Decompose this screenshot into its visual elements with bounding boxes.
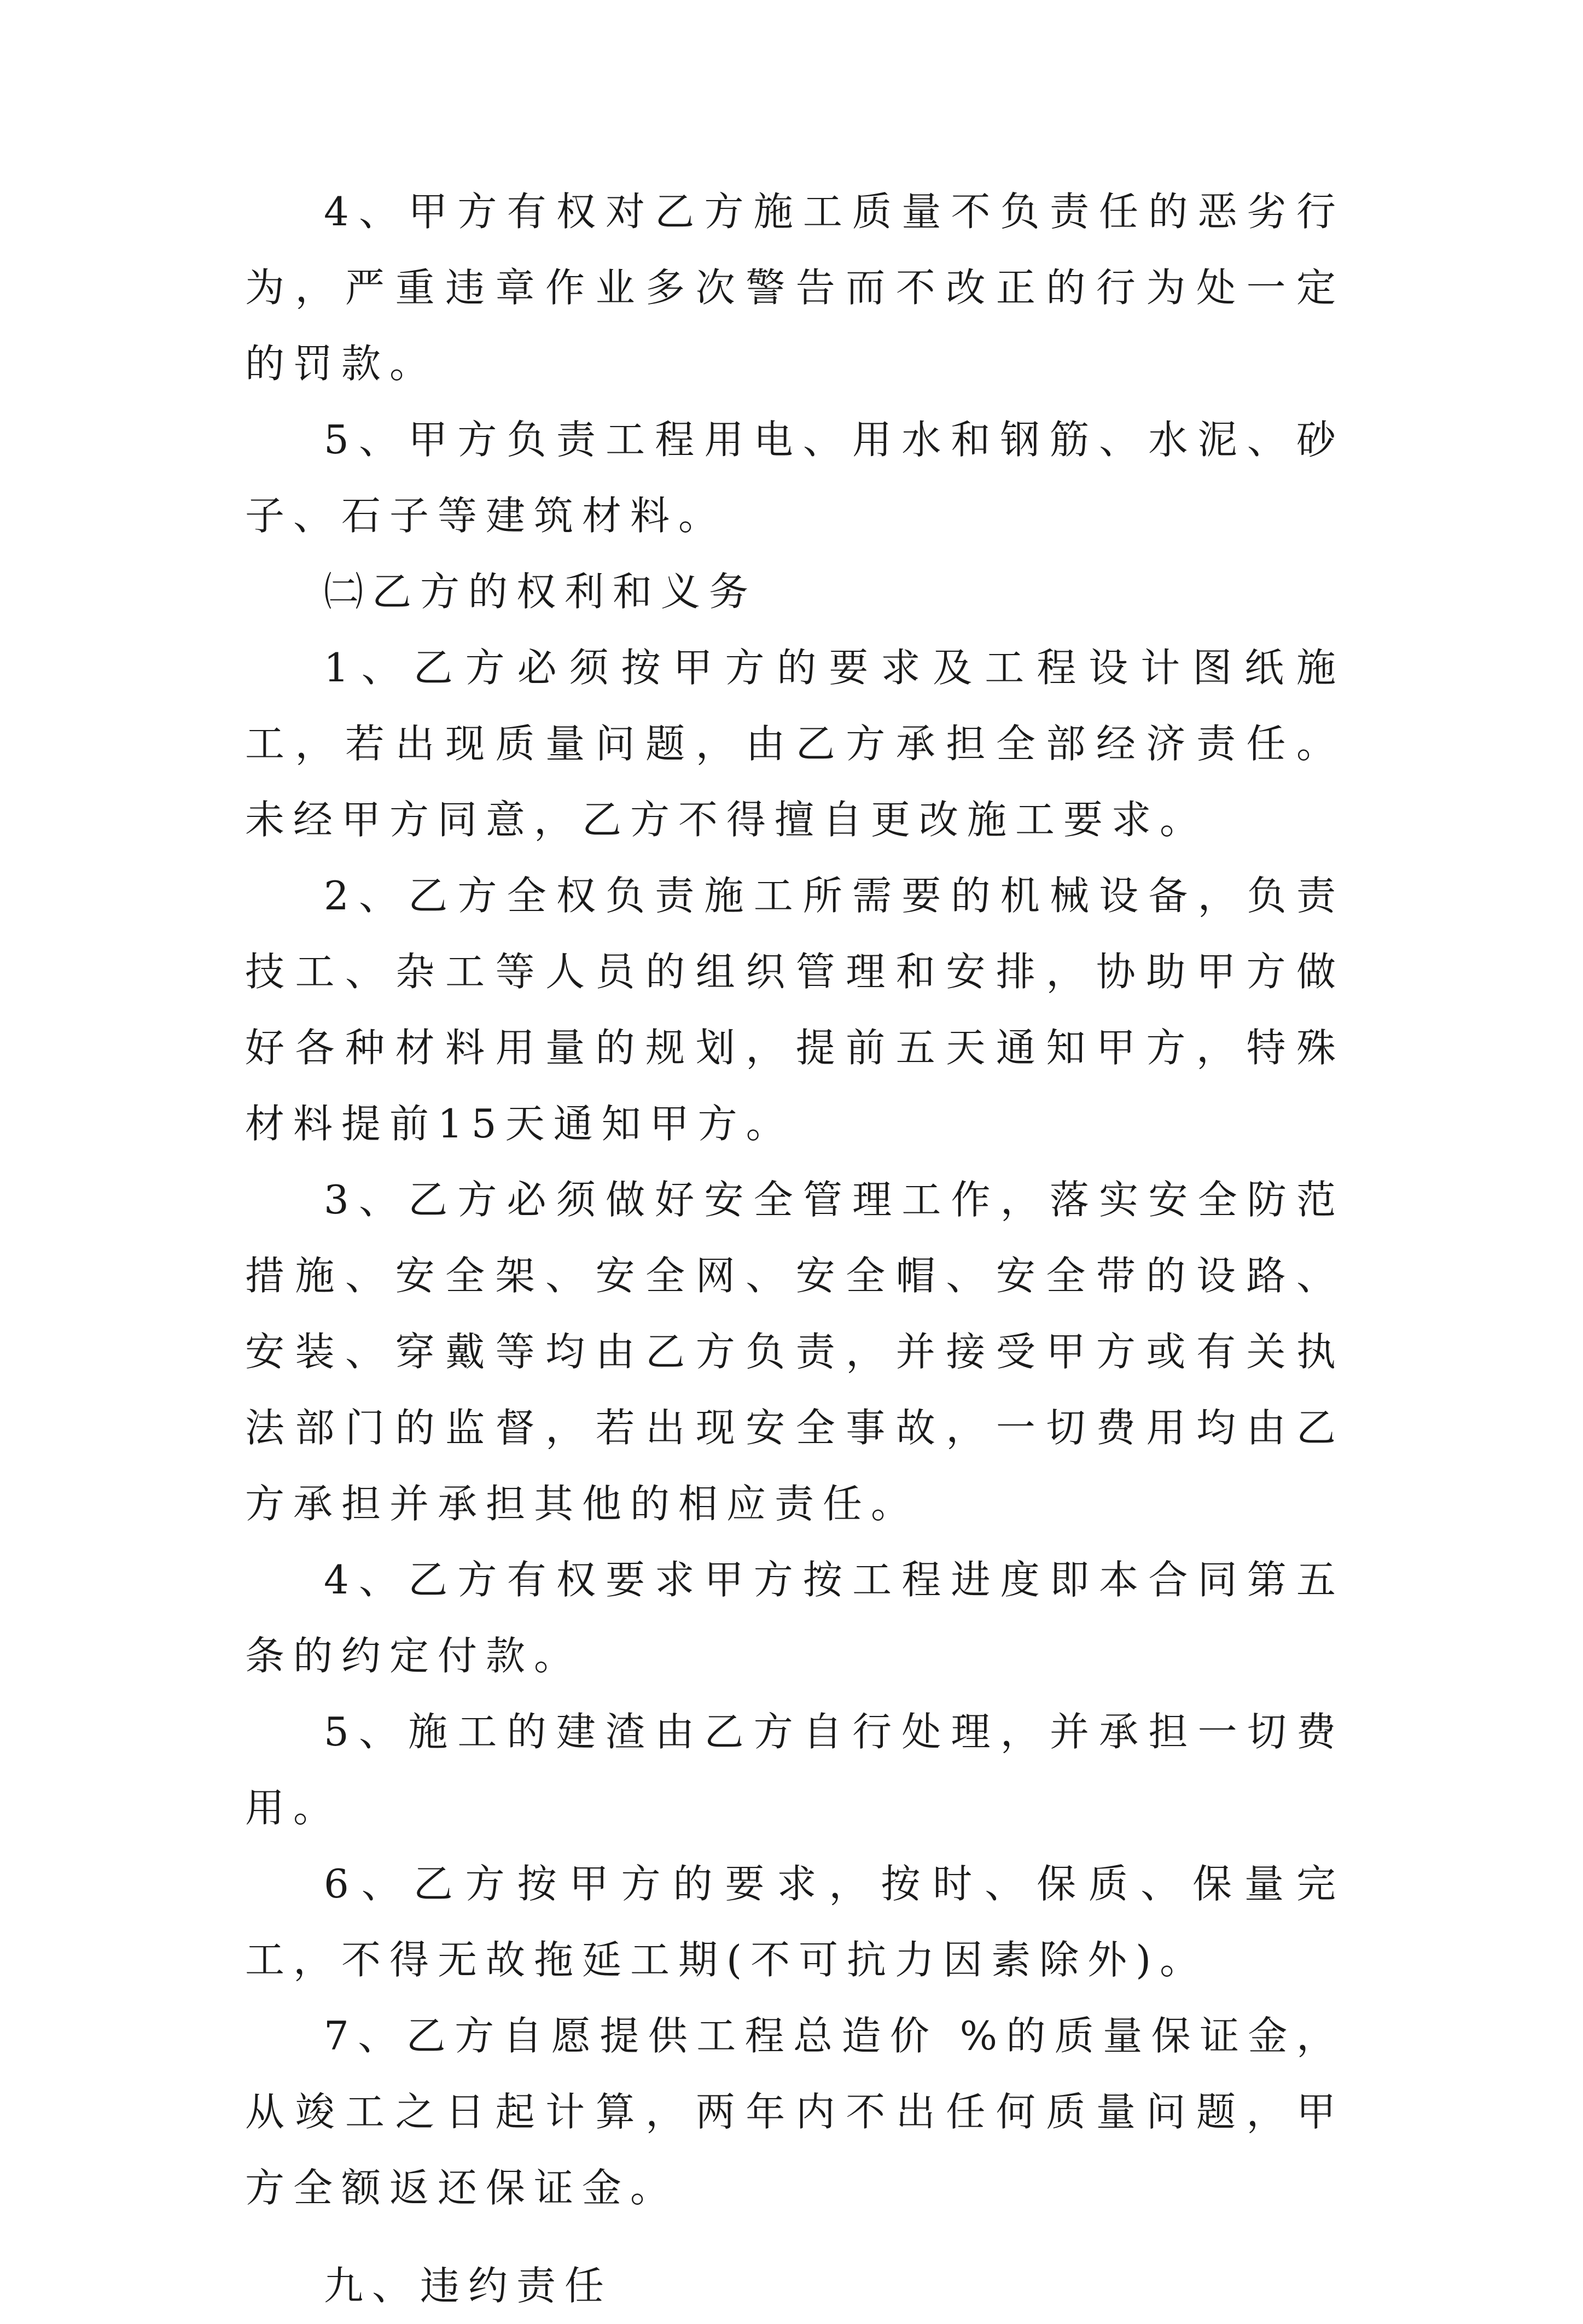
paragraph-party-b-7: 7、乙方自愿提供工程总造价 %的质量保证金，从竣工之日起计算，两年内不出任何质量问题，甲方全额返还保证金。	[245, 2013, 1345, 2211]
paragraph-party-b-3: 3、乙方必须做好安全管理工作，落实安全防范措施、安全架、安全网、安全帽、安全带的设路、安装、穿戴等均由乙方负责，并接受甲方或有关执法部门的监督，若出现安全事故，一切费用均由乙方承担并承担其他的相应责任。	[245, 1177, 1345, 1527]
paragraph-party-b-1: 1、乙方必须按甲方的要求及工程设计图纸施工，若出现质量问题，由乙方承担全部经济责任。未经甲方同意，乙方不得擅自更改施工要求。	[245, 645, 1345, 843]
paragraph-party-b-6: 6、乙方按甲方的要求，按时、保质、保量完工，不得无故拖延工期(不可抗力因素除外)。	[245, 1861, 1345, 1983]
paragraph-party-a-right-4: 4、甲方有权对乙方施工质量不负责任的恶劣行为，严重违章作业多次警告而不改正的行为处一定的罚款。	[245, 189, 1345, 387]
section-heading-liability: 九、违约责任	[324, 2263, 613, 2309]
paragraph-party-b-2: 2、乙方全权负责施工所需要的机械设备，负责技工、杂工等人员的组织管理和安排，协助甲方做好各种材料用量的规划，提前五天通知甲方，特殊材料提前15天通知甲方。	[245, 873, 1345, 1147]
paragraph-party-b-4: 4、乙方有权要求甲方按工程进度即本合同第五条的约定付款。	[245, 1557, 1345, 1679]
paragraph-party-a-right-5: 5、甲方负责工程用电、用水和钢筋、水泥、砂子、石子等建筑材料。	[245, 417, 1345, 539]
document-body	[245, 174, 1345, 2324]
section-heading-party-b: ㈡乙方的权利和义务	[324, 569, 758, 615]
paragraph-party-b-5: 5、施工的建渣由乙方自行处理，并承担一切费用。	[245, 1709, 1345, 1831]
